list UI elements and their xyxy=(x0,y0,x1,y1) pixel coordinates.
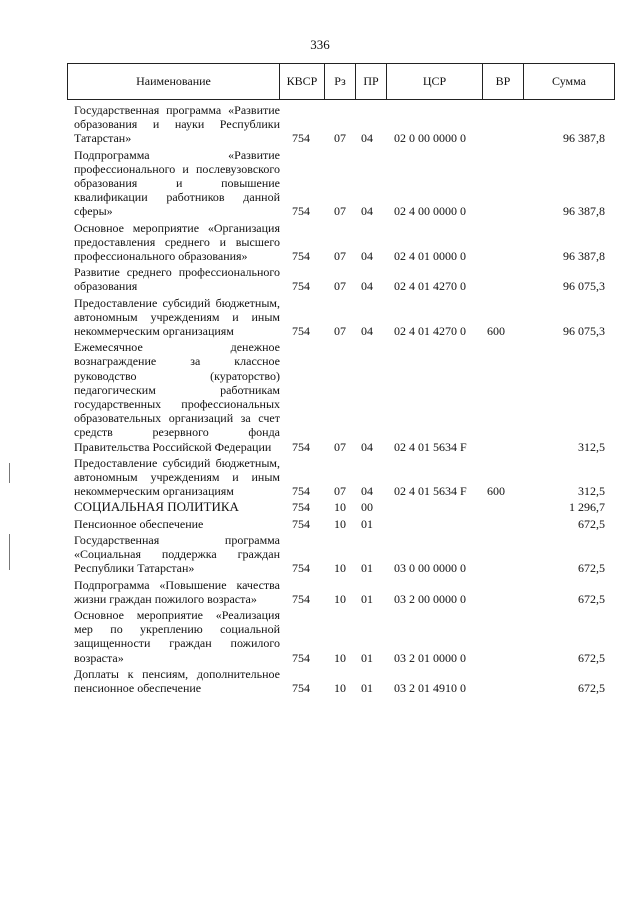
row-sum: 312,5 xyxy=(578,484,605,499)
row-csr: 02 0 00 0000 0 xyxy=(394,131,466,146)
table-row xyxy=(67,296,615,339)
table-row xyxy=(67,456,615,499)
row-sum: 672,5 xyxy=(578,591,605,606)
page-number: 336 xyxy=(310,37,330,52)
row-kvsr: 754 xyxy=(292,131,310,146)
row-kvsr: 754 xyxy=(292,561,310,576)
row-name: Предоставление субсидий бюджетным, автономным учреждениям и иным некоммерческим организациям xyxy=(74,455,280,499)
row-kvsr: 754 xyxy=(292,439,310,454)
row-pr: 01 xyxy=(361,591,373,606)
row-vr: 600 xyxy=(487,324,505,339)
row-csr: 02 4 01 4270 0 xyxy=(394,279,466,294)
row-pr: 01 xyxy=(361,561,373,576)
row-rz: 10 xyxy=(334,680,346,695)
row-csr: 03 2 01 4910 0 xyxy=(394,680,466,695)
row-sum: 1 296,7 xyxy=(569,500,605,515)
row-pr: 00 xyxy=(361,500,373,515)
row-rz: 10 xyxy=(334,561,346,576)
row-kvsr: 754 xyxy=(292,650,310,665)
table-row xyxy=(67,500,615,514)
row-sum: 672,5 xyxy=(578,516,605,531)
row-sum: 96 075,3 xyxy=(563,324,605,339)
row-pr: 01 xyxy=(361,516,373,531)
row-sum: 672,5 xyxy=(578,680,605,695)
row-csr: 02 4 01 5634 F xyxy=(394,439,467,454)
table-row xyxy=(67,340,615,454)
row-kvsr: 754 xyxy=(292,484,310,499)
row-pr: 01 xyxy=(361,650,373,665)
row-rz: 07 xyxy=(334,204,346,219)
row-rz: 10 xyxy=(334,650,346,665)
row-sum: 96 387,8 xyxy=(563,204,605,219)
table-row xyxy=(67,578,615,606)
row-csr: 02 4 01 0000 0 xyxy=(394,249,466,264)
row-sum: 96 387,8 xyxy=(563,249,605,264)
row-sum: 672,5 xyxy=(578,650,605,665)
row-name: Предоставление субсидий бюджетным, автономным учреждениям и иным некоммерческим организациям xyxy=(74,295,280,339)
row-pr: 04 xyxy=(361,204,373,219)
table-row xyxy=(67,103,615,146)
row-pr: 04 xyxy=(361,249,373,264)
row-rz: 07 xyxy=(334,324,346,339)
row-name: Пенсионное обеспечение xyxy=(74,516,204,531)
row-pr: 01 xyxy=(361,680,373,695)
header-name: Наименование xyxy=(136,74,211,88)
row-name: Ежемесячное денежное вознаграждение за классное руководство (кураторство) педагогическим работникам государственных профессиональных образовательных организаций за счет средств резервного фонда Правительства Российской Федерации xyxy=(74,340,280,454)
row-csr: 02 4 01 5634 F xyxy=(394,484,467,499)
row-rz: 07 xyxy=(334,484,346,499)
row-sum: 96 387,8 xyxy=(563,131,605,146)
table-row xyxy=(67,667,615,695)
row-rz: 10 xyxy=(334,516,346,531)
header-vr: ВР xyxy=(482,64,523,99)
table-row xyxy=(67,265,615,293)
row-csr: 02 4 01 4270 0 xyxy=(394,324,466,339)
row-rz: 10 xyxy=(334,500,346,515)
row-kvsr: 754 xyxy=(292,680,310,695)
row-csr: 03 2 00 0000 0 xyxy=(394,591,466,606)
row-rz: 10 xyxy=(334,591,346,606)
header-pr: ПР xyxy=(355,64,386,99)
table-body xyxy=(67,103,615,697)
row-pr: 04 xyxy=(361,439,373,454)
header-kvsr: КВСР xyxy=(279,64,324,99)
table-row xyxy=(67,517,615,531)
row-csr: 02 4 00 0000 0 xyxy=(394,204,466,219)
table-row xyxy=(67,608,615,665)
row-kvsr: 754 xyxy=(292,204,310,219)
row-sum: 312,5 xyxy=(578,439,605,454)
row-name: Государственная программа «Социальная поддержка граждан Республики Татарстан» xyxy=(74,532,280,576)
table-row xyxy=(67,221,615,264)
header-rz: Рз xyxy=(324,64,355,99)
row-kvsr: 754 xyxy=(292,591,310,606)
row-pr: 04 xyxy=(361,279,373,294)
row-kvsr: 754 xyxy=(292,279,310,294)
row-pr: 04 xyxy=(361,484,373,499)
row-csr: 03 2 01 0000 0 xyxy=(394,650,466,665)
table-header xyxy=(67,63,615,100)
row-name: СОЦИАЛЬНАЯ ПОЛИТИКА xyxy=(74,499,239,515)
row-rz: 07 xyxy=(334,439,346,454)
row-name: Государственная программа «Развитие образования и науки Республики Татарстан» xyxy=(74,103,280,146)
row-name: Основное мероприятие «Организация предоставления среднего и высшего профессионального образования» xyxy=(74,220,280,264)
row-sum: 672,5 xyxy=(578,561,605,576)
row-rz: 07 xyxy=(334,249,346,264)
row-name: Подпрограмма «Повышение качества жизни граждан пожилого возраста» xyxy=(74,577,280,606)
row-vr: 600 xyxy=(487,484,505,499)
row-kvsr: 754 xyxy=(292,516,310,531)
row-pr: 04 xyxy=(361,324,373,339)
row-kvsr: 754 xyxy=(292,500,310,515)
margin-mark xyxy=(9,463,10,483)
row-rz: 07 xyxy=(334,131,346,146)
header-csr: ЦСР xyxy=(386,64,482,99)
table-row xyxy=(67,533,615,576)
header-sum: Сумма xyxy=(523,64,614,99)
row-rz: 07 xyxy=(334,279,346,294)
row-name: Основное мероприятие «Реализация мер по укреплению социальной защищенности граждан пожилого возраста» xyxy=(74,607,280,665)
row-name: Подпрограмма «Развитие профессионального и послевузовского образования и повышение квалификации работников данной сферы» xyxy=(74,147,280,219)
row-csr: 03 0 00 0000 0 xyxy=(394,561,466,576)
margin-mark xyxy=(9,534,10,570)
table-row xyxy=(67,148,615,219)
row-kvsr: 754 xyxy=(292,249,310,264)
row-kvsr: 754 xyxy=(292,324,310,339)
row-pr: 04 xyxy=(361,131,373,146)
row-name: Доплаты к пенсиям, дополнительное пенсионное обеспечение xyxy=(74,666,280,695)
row-name: Развитие среднего профессионального образования xyxy=(74,265,280,294)
row-sum: 96 075,3 xyxy=(563,279,605,294)
